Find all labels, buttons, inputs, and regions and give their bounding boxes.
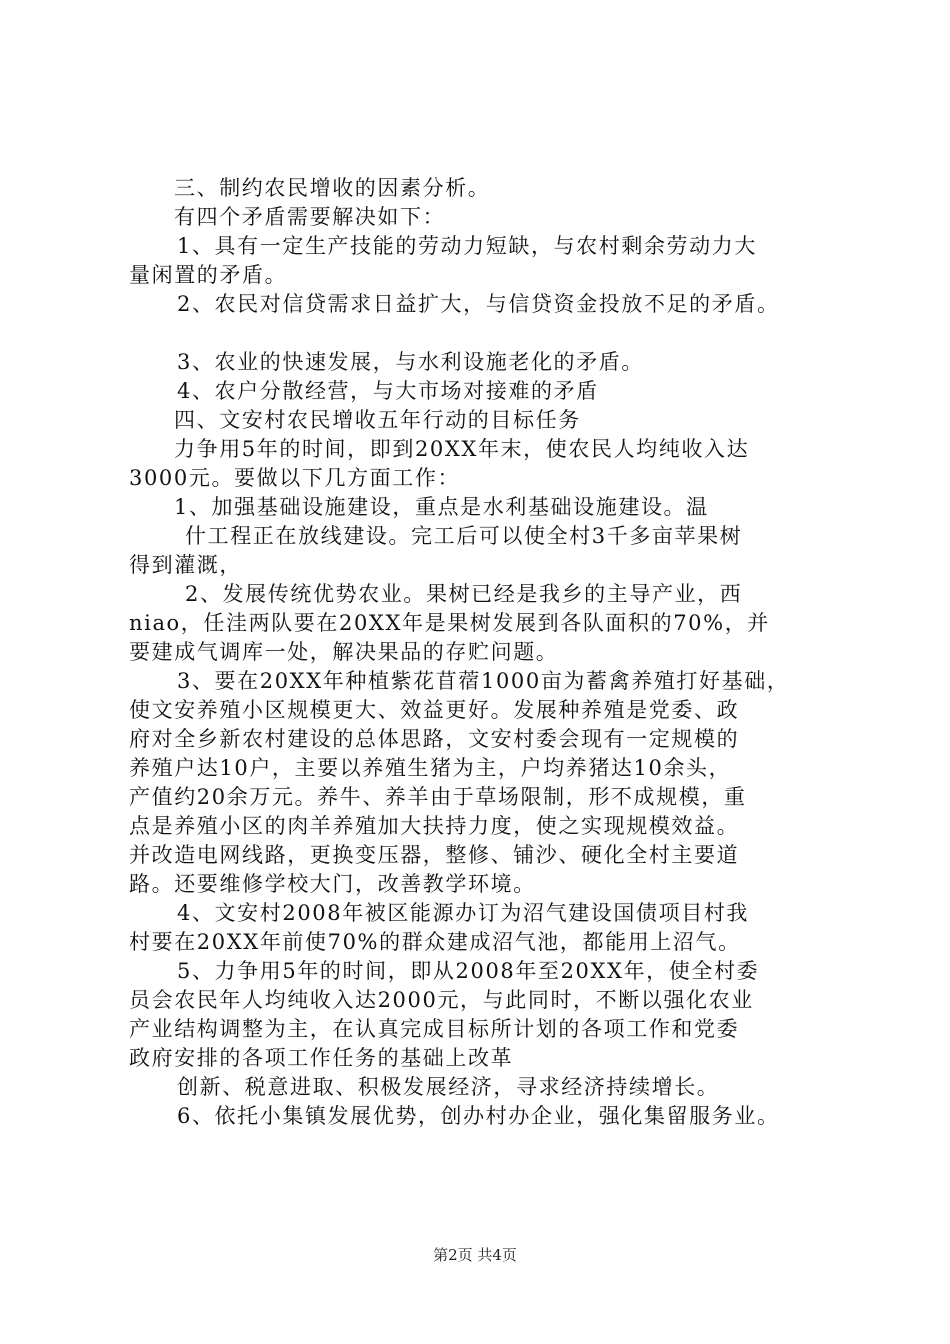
paragraph-line: 量闲置的矛盾。 <box>129 263 288 287</box>
paragraph-line: 3000元。要做以下几方面工作： <box>129 466 461 490</box>
paragraph-line: 产业结构调整为主，在认真完成目标所计划的各项工作和党委 <box>129 1017 740 1041</box>
paragraph-line: 村要在20XX年前使70%的群众建成沼气池，都能用上沼气。 <box>129 930 741 954</box>
list-item-2: 2、农民对信贷需求日益扩大，与信贷资金投放不足的矛盾。 <box>177 292 780 316</box>
page-number: 第2页 共4页 <box>433 1246 517 1264</box>
list-item-4: 4、农户分散经营，与大市场对接难的矛盾 <box>177 379 599 403</box>
paragraph-line: 路。还要维修学校大门，改善教学环境。 <box>129 872 536 896</box>
paragraph-line: 并改造电网线路，更换变压器，整修、铺沙、硬化全村主要道 <box>129 843 740 867</box>
paragraph-line: niao，任洼两队要在20XX年是果树发展到各队面积的70%，并 <box>129 611 770 635</box>
paragraph-line: 使文安养殖小区规模更大、效益更好。发展种养殖是党委、政 <box>129 698 740 722</box>
paragraph-line: 得到灌溉， <box>129 553 242 577</box>
paragraph-line: 什工程正在放线建设。完工后可以使全村3千多亩苹果树 <box>185 524 743 548</box>
task-item-4: 4、文安村2008年被区能源办订为沼气建设国债项目村我 <box>177 901 750 925</box>
paragraph-line: 有四个矛盾需要解决如下： <box>174 205 446 229</box>
page-footer <box>0 1245 950 1265</box>
paragraph-line: 员会农民年人均纯收入达2000元，与此同时，不断以强化农业 <box>129 988 754 1012</box>
paragraph-line: 府对全乡新农村建设的总体思路，文安村委会现有一定规模的 <box>129 727 740 751</box>
task-item-6: 6、依托小集镇发展优势，创办村办企业，强化集留服务业。 <box>177 1104 780 1128</box>
task-item-3: 3、要在20XX年种植紫花苜蓿1000亩为蓄禽养殖打好基础， <box>177 669 790 693</box>
task-item-1: 1、加强基础设施建设，重点是水利基础设施建设。温 <box>174 495 709 519</box>
list-item-1: 1、具有一定生产技能的劳动力短缺，与农村剩余劳动力大 <box>177 234 757 258</box>
document-body <box>129 174 849 1131</box>
section-heading-3: 三、制约农民增收的因素分析。 <box>174 176 491 200</box>
paragraph-line: 养殖户达10户，主要以养殖生猪为主，户均养猪达10余头， <box>129 756 732 780</box>
task-item-5: 5、力争用5年的时间，即从2008年至20XX年，使全村委 <box>177 959 760 983</box>
list-item-3: 3、农业的快速发展，与水利设施老化的矛盾。 <box>177 350 644 374</box>
paragraph-line: 点是养殖小区的肉羊养殖加大扶持力度，使之实现规模效益。 <box>129 814 740 838</box>
paragraph-line: 创新、税意进取、积极发展经济，寻求经济持续增长。 <box>177 1075 720 1099</box>
paragraph-line: 产值约20余万元。养牛、养羊由于草场限制，形不成规模，重 <box>129 785 747 809</box>
section-heading-4: 四、文安村农民增收五年行动的目标任务 <box>174 408 581 432</box>
paragraph-line: 政府安排的各项工作任务的基础上改革 <box>129 1046 514 1070</box>
paragraph-line: 力争用5年的时间，即到20XX年末，使农民人均纯收入达 <box>174 437 750 461</box>
task-item-2: 2、发展传统优势农业。果树已经是我乡的主导产业，西 <box>185 582 743 606</box>
blank-line <box>129 319 849 348</box>
paragraph-line: 要建成气调库一处，解决果品的存贮问题。 <box>129 640 559 664</box>
